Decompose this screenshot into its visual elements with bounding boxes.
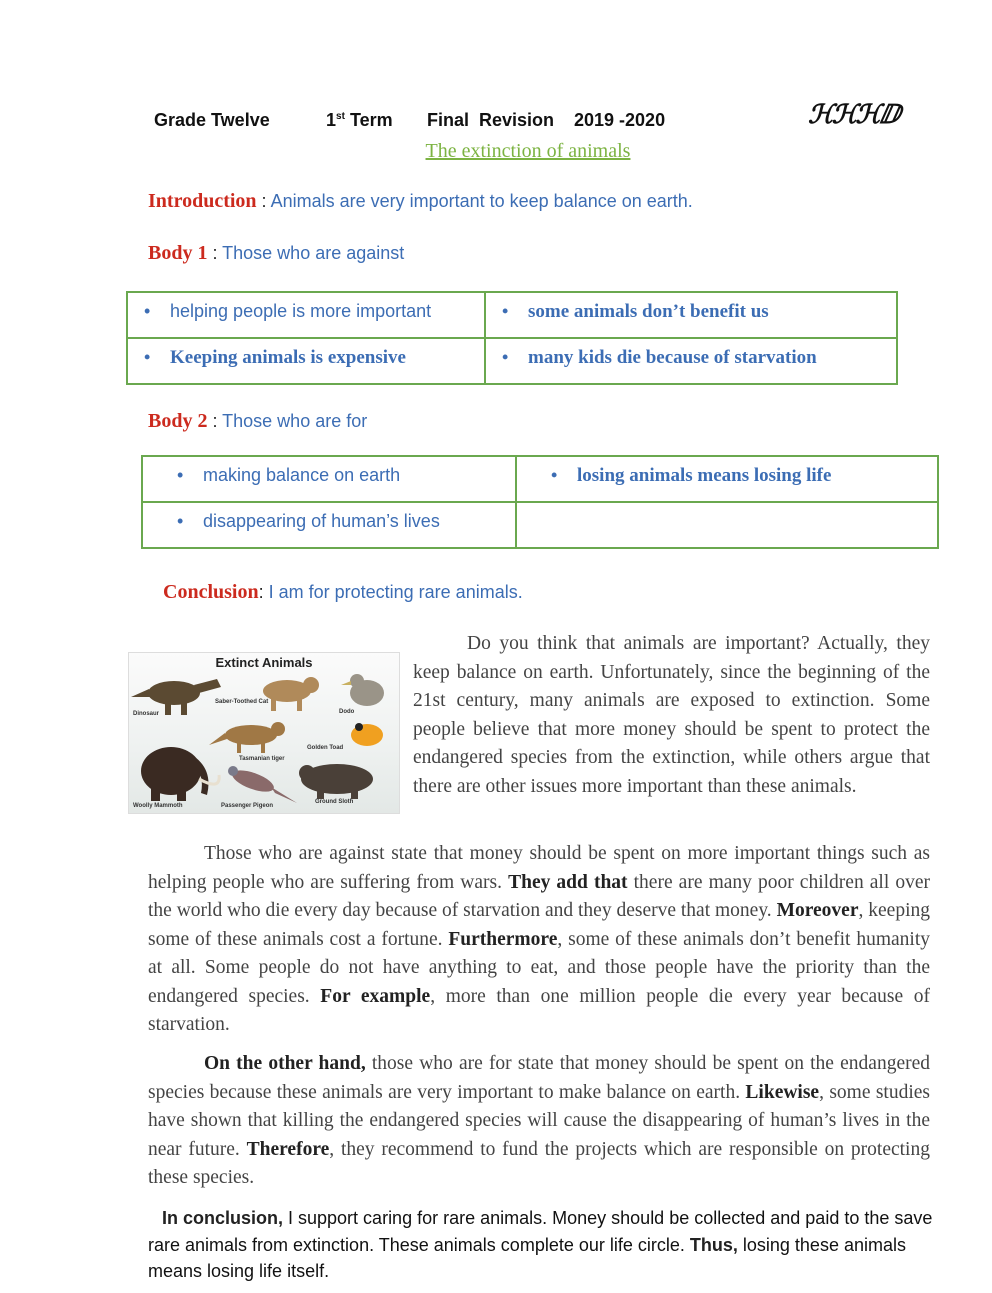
transition-word: Moreover — [776, 900, 859, 921]
transition-word: They add that — [508, 871, 628, 893]
label-mammoth: Woolly Mammoth — [133, 803, 183, 809]
body2-cell-text: disappearing of human’s lives — [203, 511, 440, 531]
introduction-line: Introduction : Animals are very important to keep balance on earth. — [148, 190, 693, 212]
conclusion-line: Conclusion: I am for protecting rare animals. — [163, 581, 523, 603]
term-number: 1 — [326, 110, 337, 130]
body1-label: Body 1 — [148, 242, 208, 264]
body2-cell: • making balance on earth — [142, 456, 516, 502]
term-word: Term — [349, 110, 393, 130]
image-caption: Extinct Animals — [215, 655, 313, 670]
dodo-figure — [341, 674, 384, 706]
transition-word: On the other hand, — [204, 1053, 366, 1074]
conclusion-label: Conclusion — [163, 581, 259, 603]
term-label — [326, 110, 393, 131]
pigeon-figure — [228, 766, 297, 803]
label-saber-tooth: Saber-Toothed Cat — [215, 699, 269, 705]
body2-line: Body 2 : Those who are for — [148, 410, 368, 432]
body2-cell-text: losing animals means losing life — [577, 465, 832, 486]
page-title: The extinction of animals — [425, 140, 631, 162]
saber-tooth-figure — [263, 677, 319, 711]
body2-cell: • losing animals means losing life — [516, 456, 938, 502]
body1-line: Body 1 : Those who are against — [148, 242, 405, 264]
golden-toad-figure — [351, 723, 383, 746]
transition-word: For example — [320, 985, 431, 1007]
body1-text: Those who are against — [222, 243, 405, 263]
transition-word: Thus, — [689, 1234, 738, 1255]
body2-label: Body 2 — [148, 410, 208, 432]
label-pigeon: Passenger Pigeon — [221, 803, 274, 809]
body1-cell: • many kids die because of starvation — [485, 338, 897, 384]
transition-word: Therefore — [246, 1138, 330, 1160]
body1-cell-text: some animals don’t benefit us — [528, 301, 769, 322]
body2-cell-text: making balance on earth — [203, 465, 401, 485]
essay-paragraph-3: On the other hand, those who are for state that money should be spent on the endangered species because these animals are very important to make balance on earth. Likewise, some studies have shown that killing the endangered species will cause the disappearing of human’s lives in the near future. Therefore, they recommend to fund the projects which are responsible on protecting these species. — [148, 1053, 930, 1188]
body1-table — [126, 291, 898, 385]
body2-table — [141, 455, 939, 549]
body1-cell-text: many kids die because of starvation — [528, 347, 817, 368]
essay-paragraph-2: Those who are against state that money should be spent on more important things such as helping people who are suffering from wars. They add that there are many poor children all over the world who die every day because of starvation and they deserve that money. Moreover, keeping some of these animals cost a fortune. Furthermore, some of these animals don’t benefit humanity at all. Some people do not have anything to eat, and those people have the priority than the endangered species. For example, more than one million people die every year because of starvation. — [148, 843, 931, 1035]
ground-sloth-figure — [299, 764, 373, 799]
tasmanian-tiger-figure — [209, 722, 285, 753]
body1-cell: • helping people is more important — [127, 292, 485, 338]
grade-label: Grade Twelve — [154, 110, 270, 130]
animals-illustration — [129, 653, 399, 813]
revision-label: Final Revision — [427, 110, 555, 130]
body2-text: Those who are for — [222, 411, 368, 431]
label-ground-sloth: Ground Sloth — [315, 799, 354, 805]
body1-cell: • some animals don’t benefit us — [485, 292, 897, 338]
term-suffix: st — [336, 111, 345, 122]
body2-empty-cell — [516, 502, 938, 548]
label-dinosaur: Dinosaur — [133, 711, 160, 717]
transition-word: Furthermore — [448, 928, 558, 950]
transition-word: In conclusion, — [162, 1208, 284, 1228]
extinct-animals-image — [128, 652, 400, 814]
label-tasmanian-tiger: Tasmanian tiger — [239, 756, 285, 762]
label-golden-toad: Golden Toad — [307, 745, 344, 751]
transition-word: Likewise — [745, 1081, 820, 1103]
year-label: 2019 -2020 — [574, 110, 666, 130]
essay-paragraph-4: In conclusion, I support caring for rare animals. Money should be collected and paid to the save rare animals from extinction. These animals complete our life circle. Thus, losing these animals means losing life itself. — [148, 1208, 933, 1281]
conclusion-text: I am for protecting rare animals. — [268, 582, 523, 602]
signature-logo: ℋℋℋⅅ — [808, 100, 899, 130]
body1-cell-text: Keeping animals is expensive — [170, 347, 406, 368]
body2-cell: • disappearing of human’s lives — [142, 502, 516, 548]
label-dodo: Dodo — [339, 709, 355, 715]
introduction-text: Animals are very important to keep balance on earth. — [270, 191, 693, 211]
body1-cell: • Keeping animals is expensive — [127, 338, 485, 384]
dinosaur-figure — [131, 679, 221, 715]
body1-cell-text: helping people is more important — [170, 301, 432, 321]
introduction-label: Introduction — [148, 190, 257, 212]
essay-paragraph-1: Do you think that animals are important? Actually, they keep balance on earth. Unfortunately, since the beginning of the 21st century, many animals are exposed to extinction. Some people believe that more money should be spent to protect the endangered species from the extinction, while others argue that there are other issues more important than these animals. — [413, 633, 930, 797]
mammoth-figure — [141, 747, 219, 801]
